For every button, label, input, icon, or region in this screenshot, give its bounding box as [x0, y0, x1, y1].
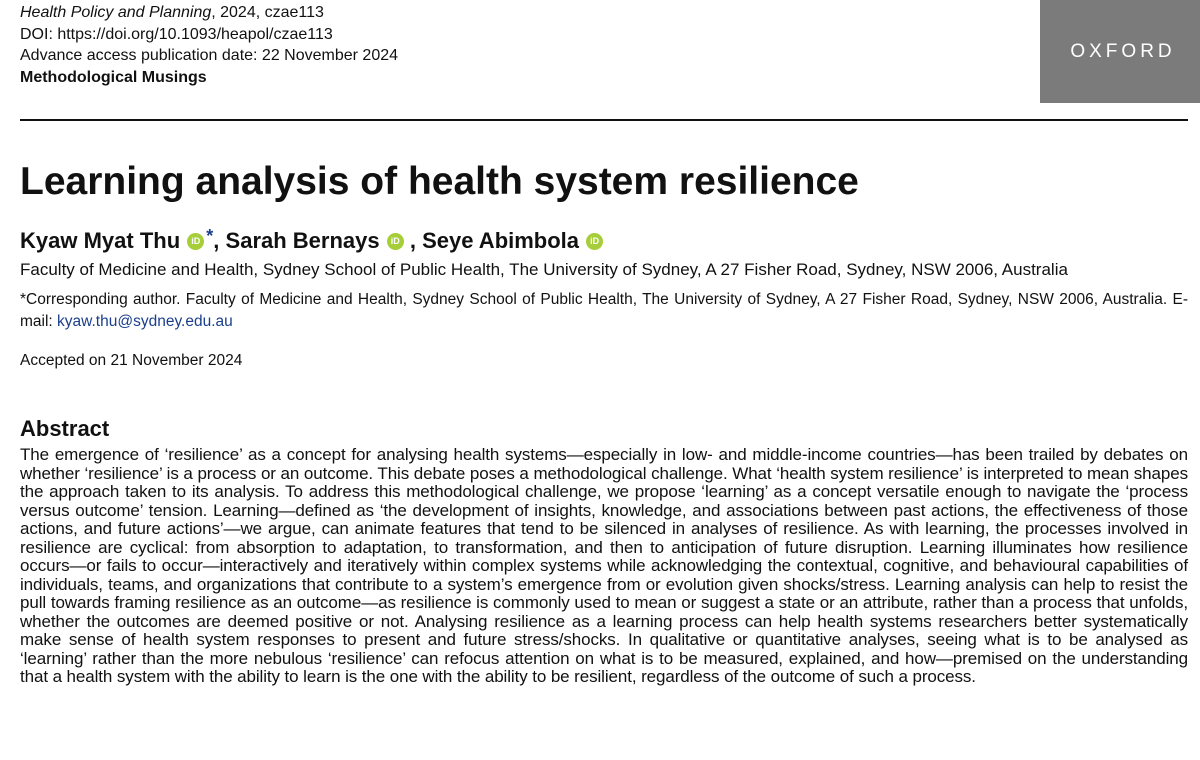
article-section: Methodological Musings — [20, 68, 207, 86]
doi-line: DOI: https://doi.org/10.1093/heapol/czae113 — [20, 25, 333, 43]
article-metadata — [20, 2, 398, 88]
abstract-text: The emergence of ‘resilience’ as a concept for analysing health systems—especially in low- and middle-income countries—has been trailed by debates on whether ‘resilience’ is a process or an outcome. This debate poses a methodological challenge. What ‘health system resilience’ is interpreted to mean shapes the approach taken to its analysis. To address this methodological challenge, we propose ‘learning’ as a concept versatile enough to navigate the ‘process versus outcome’ tension. Learning—defined as ‘the development of insights, knowledge, and associations between past actions, the effectiveness of those actions, and future actions’—we argue, can animate features that tend to be silenced in analyses of resilience. As with learning, the processes involved in resilience are cyclical: from absorption to adaptation, to transformation, and then to anticipation of future disruption. Learning illuminates how resilience occurs—or fails to occur—interactively and iteratively within complex systems while acknowledging the contextual, cognitive, and behavioural capabilities of individuals, teams, and organizations that contribute to a system’s emergence from or evolution given shocks/stress. Learning analysis can help to resist the pull towards framing resilience as an outcome—as resilience is commonly used to mean or suggest a state or an attribute, rather than a process that unfolds, whether the outcomes are deemed positive or not. Analysing resilience as a learning process can help health systems researchers better systematically make sense of health system responses to present and future stress/shocks. In qualitative or quantitative analyses, seeing what is to be analysed as ‘learning’ rather than the more nebulous ‘resilience’ can refocus attention on what is to be measured, explained, and how—premised on the understanding that a health system with the ability to learn is the one with the ability to be resilient, regardless of the outcome of such a process. — [20, 445, 1188, 686]
corresponding-author-mark[interactable]: * — [206, 226, 214, 246]
author-name[interactable]: Kyaw Myat Thu — [20, 228, 181, 253]
author-name[interactable]: Sarah Bernays — [225, 228, 380, 253]
orcid-icon[interactable]: iD — [586, 233, 603, 250]
author-separator: , — [409, 228, 416, 253]
correspondence-note — [20, 289, 1188, 332]
article-title: Learning analysis of health system resilience — [20, 160, 859, 203]
email-link[interactable]: kyaw.thu@sydney.edu.au — [57, 312, 233, 330]
logo-text: OXFORD — [1070, 40, 1176, 62]
orcid-icon[interactable]: iD — [387, 233, 404, 250]
accepted-date: Accepted on 21 November 2024 — [20, 352, 243, 369]
orcid-icon[interactable]: iD — [187, 233, 204, 250]
header-rule — [20, 119, 1188, 121]
advance-access-date: Advance access publication date: 22 November 2024 — [20, 47, 399, 64]
author-list — [20, 221, 603, 256]
citation-details: , 2024, czae113 — [211, 4, 324, 21]
journal-citation — [20, 2, 398, 24]
oxford-logo — [1040, 0, 1200, 103]
journal-name: Health Policy and Planning — [20, 4, 212, 21]
correspondence-text: *Corresponding author. Faculty of Medicine and Health, Sydney School of Public Health, The University of Sydney, A 27 Fisher Road, Sydney, NSW 2006, Australia. E-mail: — [20, 291, 1188, 330]
author-name[interactable]: Seye Abimbola — [422, 228, 580, 253]
abstract-heading: Abstract — [20, 416, 110, 441]
author-separator: , — [213, 228, 220, 253]
author-affiliation: Faculty of Medicine and Health, Sydney School of Public Health, The University of Sydney, A 27 Fisher Road, Sydney, NSW 2006, Australia — [20, 260, 1068, 279]
